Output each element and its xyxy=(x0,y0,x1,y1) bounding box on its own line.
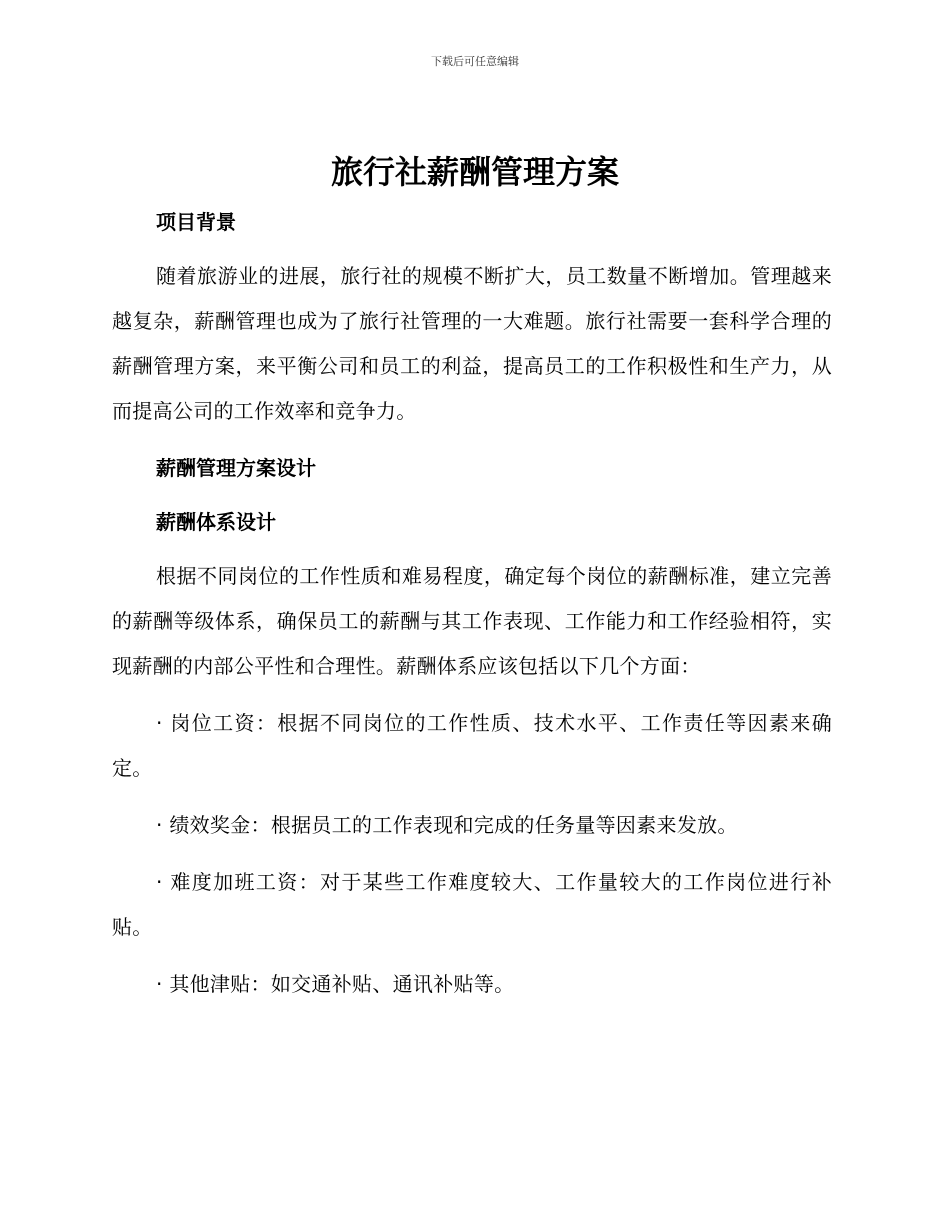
bullet-item-other-allowance: · 其他津贴：如交通补贴、通讯补贴等。 xyxy=(156,972,515,996)
section-heading-design: 薪酬管理方案设计 xyxy=(156,456,316,480)
document-title: 旅行社薪酬管理方案 xyxy=(330,153,619,191)
document-body xyxy=(112,202,832,1007)
system-paragraph: 根据不同岗位的工作性质和难易程度，确定每个岗位的薪酬标准，建立完善的薪酬等级体系，确保员工的薪酬与其工作表现、工作能力和工作经验相符，实现薪酬的内部公平性和合理性。薪酬体系应该包括以下几个方面： xyxy=(112,564,832,678)
bullet-item-performance-bonus: · 绩效奖金：根据员工的工作表现和完成的任务量等因素来发放。 xyxy=(156,813,738,837)
section-heading-background: 项目背景 xyxy=(156,210,236,234)
page-header: 下载后可任意编辑 xyxy=(431,55,519,68)
background-paragraph: 随着旅游业的进展，旅行社的规模不断扩大，员工数量不断增加。管理越来越复杂，薪酬管理也成为了旅行社管理的一大难题。旅行社需要一套科学合理的薪酬管理方案，来平衡公司和员工的利益，提高员工的工作积极性和生产力，从而提高公司的工作效率和竞争力。 xyxy=(112,264,832,423)
section-heading-system: 薪酬体系设计 xyxy=(156,510,276,534)
bullet-item-difficulty-overtime: · 难度加班工资：对于某些工作难度较大、工作量较大的工作岗位进行补贴。 xyxy=(112,870,832,939)
bullet-item-post-salary: · 岗位工资：根据不同岗位的工作性质、技术水平、工作责任等因素来确定。 xyxy=(112,711,832,780)
